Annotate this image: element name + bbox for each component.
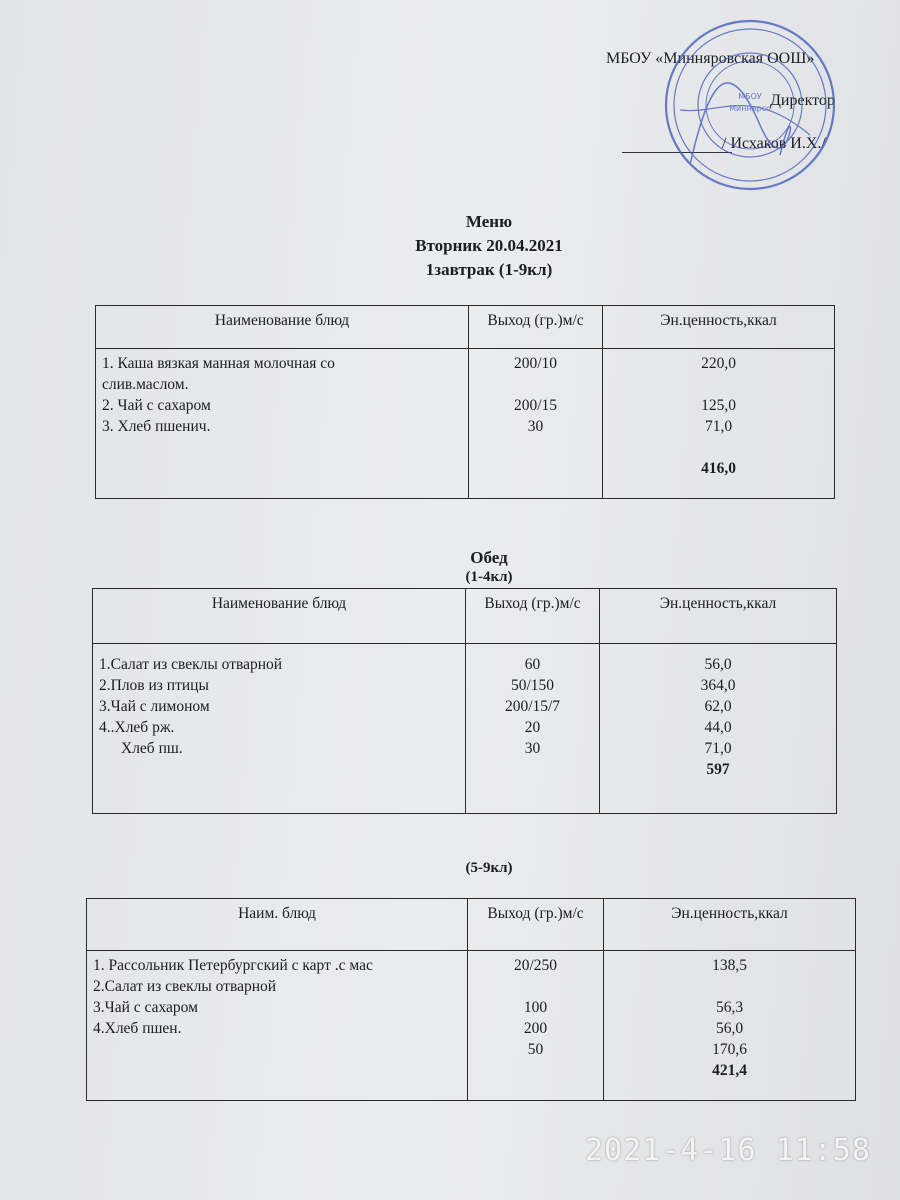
- breakfast-names: [96, 349, 469, 499]
- lunch-small-names: [93, 644, 466, 814]
- lunch-small-table: [92, 588, 837, 814]
- dish-kcal: 170,6: [712, 1041, 747, 1058]
- dish-kcal: 138,5: [712, 957, 747, 974]
- lunch-big-subtitle: (5-9кл): [465, 860, 513, 876]
- header-kcal: Эн.ценность,ккал: [600, 589, 837, 644]
- director-name: / Исхаков И.Х./: [722, 135, 826, 152]
- dish-name: 2.Плов из птицы: [99, 677, 209, 694]
- menu-title: Меню: [465, 212, 513, 231]
- lunch-big-table: [86, 898, 856, 1101]
- dish-portion: 30: [527, 418, 544, 435]
- breakfast-portions: [469, 349, 603, 499]
- organization-name: МБОУ «Минняровская ООШ»: [606, 50, 815, 67]
- dish-portion: 100: [523, 999, 548, 1016]
- dish-portion: 200: [523, 1020, 548, 1037]
- lunch-big-names: [87, 951, 468, 1101]
- dish-name: 3.Чай с лимоном: [99, 698, 210, 715]
- dish-kcal: 364,0: [700, 677, 736, 694]
- dish-kcal: 71,0: [704, 418, 733, 435]
- dish-name: 4..Хлеб рж.: [99, 719, 175, 736]
- menu-date: Вторник 20.04.2021: [415, 236, 563, 255]
- dish-kcal: 56,0: [704, 656, 732, 673]
- dish-portion: 50: [527, 1041, 544, 1058]
- dish-portion: 20/250: [513, 957, 558, 974]
- svg-text:Миннярсо: Миннярсо: [729, 104, 771, 113]
- director-role: Директор: [770, 92, 835, 109]
- svg-text:МБОУ: МБОУ: [738, 92, 762, 101]
- dish-kcal: 220,0: [701, 355, 736, 372]
- header-portion: Выход (гр.)м/с: [468, 899, 604, 951]
- lunch-title: Обед: [470, 548, 508, 567]
- dish-kcal: 56,3: [715, 999, 744, 1016]
- breakfast-table: [95, 305, 835, 499]
- dish-kcal: 71,0: [704, 740, 732, 757]
- header-name: Наименование блюд: [93, 589, 466, 644]
- dish-kcal: 44,0: [704, 719, 732, 736]
- dish-name: 1.Салат из свеклы отварной: [99, 656, 283, 673]
- dish-name: 2.Салат из свеклы отварной: [93, 978, 277, 995]
- breakfast-kcal: [603, 349, 835, 499]
- dish-portion: 200/10: [513, 355, 558, 372]
- dish-portion: 60: [524, 656, 541, 673]
- lunch-small-total: 597: [706, 761, 730, 778]
- header-name: Наименование блюд: [96, 306, 469, 349]
- breakfast-total: 416,0: [701, 460, 736, 477]
- dish-kcal: 125,0: [701, 397, 736, 414]
- dish-kcal: 62,0: [704, 698, 732, 715]
- dish-portion: 200/15: [513, 397, 558, 414]
- dish-name: 3.Чай с сахаром: [93, 999, 198, 1016]
- dish-name: 4.Хлеб пшен.: [93, 1020, 182, 1037]
- dish-name: 3. Хлеб пшенич.: [102, 418, 211, 435]
- dish-portion: 20: [524, 719, 541, 736]
- header-name: Наим. блюд: [87, 899, 468, 951]
- dish-name: 1. Рассольник Петербургский с карт .с мас: [93, 957, 373, 974]
- lunch-small-subtitle: (1-4кл): [465, 569, 513, 585]
- dish-portion: 30: [524, 740, 541, 757]
- lunch-big-kcal: [604, 951, 856, 1101]
- header-kcal: Эн.ценность,ккал: [603, 306, 835, 349]
- lunch-big-total: 421,4: [712, 1062, 747, 1079]
- dish-portion: 50/150: [510, 677, 555, 694]
- lunch-small-portions: [466, 644, 600, 814]
- lunch-small-kcal: [600, 644, 837, 814]
- header-portion: Выход (гр.)м/с: [469, 306, 603, 349]
- dish-name: 2. Чай с сахаром: [102, 397, 211, 414]
- header-kcal: Эн.ценность,ккал: [604, 899, 856, 951]
- photo-timestamp: 2021-4-16 11:58: [585, 1133, 871, 1168]
- breakfast-title: 1завтрак (1-9кл): [425, 260, 553, 279]
- dish-kcal: 56,0: [715, 1020, 744, 1037]
- dish-portion: 200/15/7: [504, 698, 561, 715]
- dish-name: Хлеб пш.: [121, 740, 183, 757]
- lunch-big-portions: [468, 951, 604, 1101]
- round-stamp: [660, 15, 840, 195]
- header-portion: Выход (гр.)м/с: [466, 589, 600, 644]
- dish-name: 1. Каша вязкая манная молочная со слив.маслом.: [102, 355, 335, 393]
